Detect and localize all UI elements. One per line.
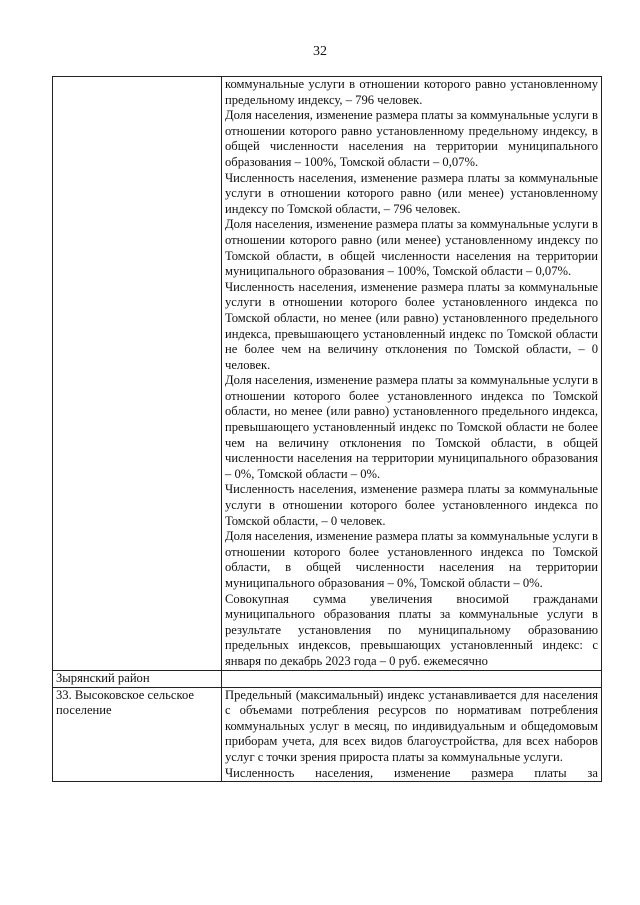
empty-left-cell	[53, 77, 222, 671]
table-row-continuation	[53, 77, 602, 671]
paragraph: Численность населения, изменение размера платы за коммунальные услуги в отношении которого равно (или менее) установленному индексу по Томской области, – 796 человек.	[225, 170, 598, 216]
settlement-name: 33. Высоковское сельское поселение	[53, 687, 222, 782]
page-number: 32	[313, 44, 327, 59]
table-row-settlement	[53, 687, 602, 782]
paragraph: Доля населения, изменение размера платы за коммунальные услуги в отношении которого более установленного индекса по Томской области, в общей численности населения на территории муниципального образования – 0%, Томской области – 0%.	[225, 529, 598, 590]
continuation-cell	[222, 77, 602, 671]
region-name: Зырянский район	[53, 670, 222, 687]
paragraph: Доля населения, изменение размера платы за коммунальные услуги в отношении которого более установленного индекса по Томской области, но менее (или равно) установленного предельного индекса, превышающего установленный индекс по Томской области не более чем на величину отклонения по Томской области, в общей численности населения на территории муниципального образования – 0%, Томской области – 0%.	[225, 373, 598, 481]
paragraph: Численность населения, изменение размера платы за коммунальные услуги в отношении которого более установленного индекса по Томской области, но менее (или равно) установленного предельного индекса, превышающего установленный индекс по Томской области не более чем на величину отклонения по Томской области, – 0 человек.	[225, 279, 598, 372]
empty-right-cell	[222, 670, 602, 687]
paragraph: Численность населения, изменение размера платы за коммунальные услуги в отношении которого более установленного индекса по Томской области, – 0 человек.	[225, 482, 598, 528]
paragraph: коммунальные услуги в отношении которого равно установленному предельному индексу, – 796 человек.	[225, 77, 598, 107]
paragraph: Доля населения, изменение размера платы за коммунальные услуги в отношении которого равно установленному предельному индексу, в общей численности населения на территории муниципального образования – 100%, Томской области – 0,07%.	[225, 108, 598, 169]
paragraph: Предельный (максимальный) индекс устанавливается для населения с объемами потребления ресурсов по нормативам потребления коммунальных услуг в месяц, по индивидуальным и общедомовым приборам учета, для всех видов благоустройства, для всех наборов услуг с точки зрения прироста платы за коммунальные услуги.	[225, 687, 598, 764]
table-row-region	[53, 670, 602, 687]
indicator-table	[52, 76, 602, 782]
paragraph: Численность населения, изменение размера платы за	[225, 765, 598, 780]
settlement-cell	[222, 687, 602, 782]
paragraph: Совокупная сумма увеличения вносимой гражданами муниципального образования платы за коммунальные услуги в результате установления по муниципальному образованию предельных индексов, превышающих установленный индекс: с января по декабрь 2023 года – 0 руб. ежемесячно	[225, 591, 598, 668]
paragraph: Доля населения, изменение размера платы за коммунальные услуги в отношении которого равно (или менее) установленному индексу по Томской области, в общей численности населения на территории муниципального образования – 100%, Томской области – 0,07%.	[225, 217, 598, 279]
